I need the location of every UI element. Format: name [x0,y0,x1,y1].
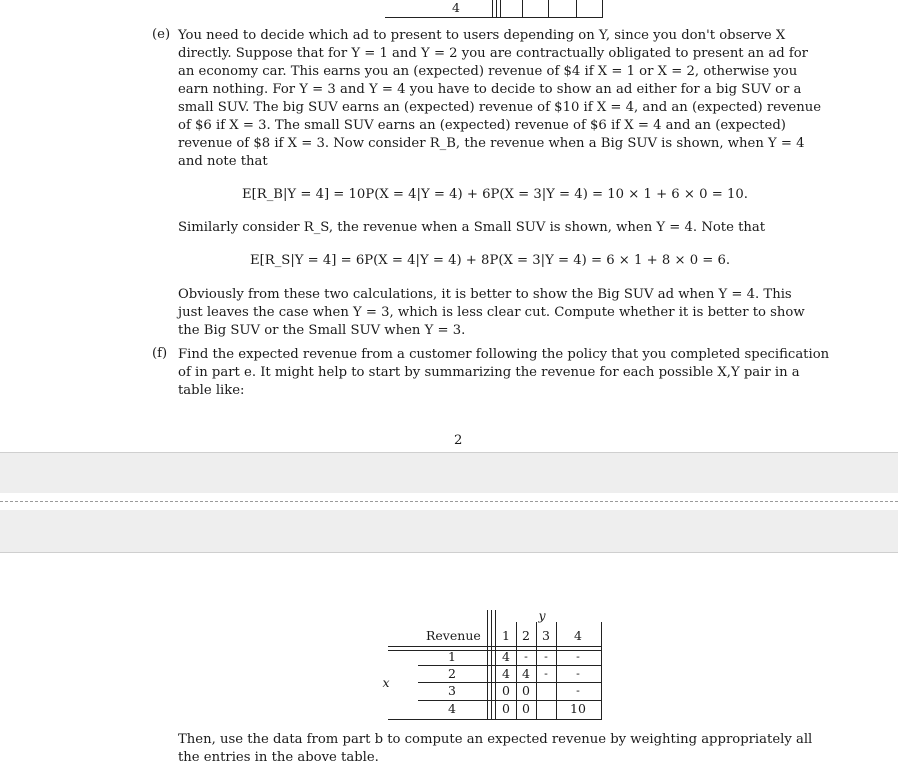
col-header: 4 [574,628,582,643]
table-cell: - [544,650,548,663]
part-f-label: (f) [152,346,168,361]
part-f-line: table like: [178,383,245,398]
table-cell: 0 [522,701,530,716]
row-header: 2 [448,666,456,681]
page-break-top [0,452,898,493]
part-e-line: earn nothing. For Y = 3 and Y = 4 you have to decide to show an ad either for a big SUV or a [178,82,802,97]
obviously-line: just leaves the case when Y = 3, which is less clear cut. Compute whether it is better to show [178,305,805,320]
part-e-line: of $6 if X = 3. The small SUV earns an (expected) revenue of $6 if X = 4 and an (expected) [178,118,786,133]
obviously-line: Obviously from these two calculations, it is better to show the Big SUV ad when Y = 4. This [178,287,792,302]
part-f-line: of in part e. It might help to start by summarizing the revenue for each possible X,Y pair in a [178,365,800,380]
previous-table-cell: 4 [452,0,460,15]
previous-table-rule [602,0,603,17]
y-axis-label: y [538,608,546,623]
part-e-label: (e) [152,27,171,42]
part-e-line: directly. Suppose that for Y = 1 and Y = 2 you are contractually obligated to present an ad for [178,46,808,61]
revenue-table [382,608,602,720]
table-cell: - [524,650,528,663]
table-rule [388,646,602,647]
page-break-divider [0,501,898,502]
page-break-bottom [0,510,898,553]
obviously-paragraph [178,286,812,340]
table-cell: 0 [522,683,530,698]
table-corner-label: Revenue [426,628,481,643]
row-header: 1 [448,649,456,664]
previous-table-rule [492,0,493,17]
table-cell: - [576,684,580,697]
table-cell: - [576,650,580,663]
previous-table-rule [496,0,497,17]
table-rule [388,719,602,720]
table-rule [556,622,557,720]
part-e-line: revenue of $8 if X = 3. Now consider R_B, the revenue when a Big SUV is shown, when Y = 4 [178,136,805,151]
table-cell: 10 [570,701,586,716]
previous-table-rule [576,0,577,17]
x-axis-label: x [382,675,390,690]
col-header: 2 [522,628,530,643]
table-cell: 0 [502,683,510,698]
table-cell: 0 [502,701,510,716]
part-e-paragraph [178,27,822,171]
closing-line: Then, use the data from part b to compute an expected revenue by weighting appropriately all [178,732,813,747]
similarly-line: Similarly consider R_S, the revenue when a Small SUV is shown, when Y = 4. Note that [178,220,766,235]
row-header: 4 [448,701,456,716]
col-header: 1 [502,628,510,643]
part-e-line: an economy car. This earns you an (expected) revenue of $4 if X = 1 or X = 2, otherwise you [178,64,798,79]
closing-line: the entries in the above table. [178,750,379,765]
table-cell: 4 [502,649,510,664]
part-e-line: You need to decide which ad to present to users depending on Y, since you don't observe X [178,28,786,43]
part-e-line: and note that [178,154,268,169]
closing-paragraph [178,731,812,767]
equation-small-suv: E[R_S|Y = 4] = 6P(X = 4|Y = 4) + 8P(X = 3|Y = 4) = 6 × 1 + 8 × 0 = 6. [250,253,731,268]
table-cell: - [544,667,548,680]
page-number: 2 [454,433,463,448]
part-f-line: Find the expected revenue from a customer following the policy that you completed specification [178,347,830,362]
equation-big-suv: E[R_B|Y = 4] = 10P(X = 4|Y = 4) + 6P(X = 3|Y = 4) = 10 × 1 + 6 × 0 = 10. [242,187,748,202]
part-e-line: small SUV. The big SUV earns an (expected) revenue of $10 if X = 4, and an (expected) revenue [178,100,822,115]
previous-table-rule [500,0,501,17]
part-f-paragraph [178,346,830,400]
table-cell: 4 [522,666,530,681]
previous-table-rule [522,0,523,17]
col-header: 3 [542,628,550,643]
previous-table-bottom-rule [385,17,603,18]
obviously-line: the Big SUV or the Small SUV when Y = 3. [178,323,466,338]
row-header: 3 [448,683,456,698]
table-cell: - [576,667,580,680]
table-cell: 4 [502,666,510,681]
table-rule [601,622,602,720]
previous-table-rule [548,0,549,17]
